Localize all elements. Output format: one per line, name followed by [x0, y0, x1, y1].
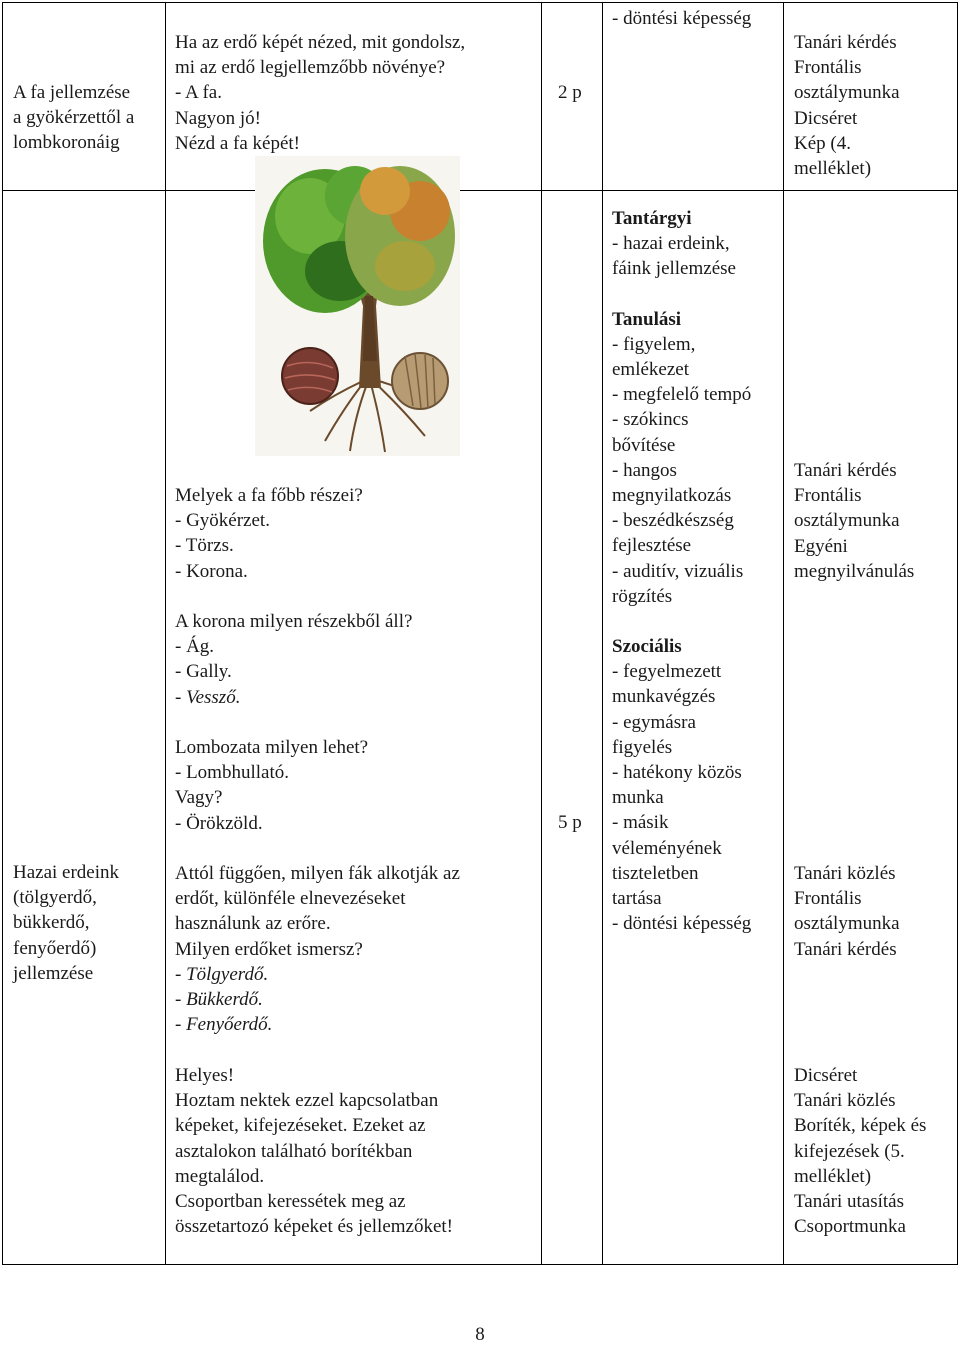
col-border-0 [2, 2, 3, 1265]
text-line: Tanári közlés [794, 863, 896, 884]
text-line: Hoztam nektek ezzel kapcsolatban [175, 1090, 439, 1112]
text-line: - Törzs. [175, 535, 234, 557]
col-border-3 [602, 2, 603, 1265]
text-line: lombkoronáig [13, 132, 120, 154]
text-line: véleményének [612, 837, 722, 859]
text-line: Nézd a fa képét! [175, 132, 301, 154]
row2-topic [13, 860, 119, 986]
text-line: a gyökérzettől a [13, 107, 135, 129]
text-line: - hatékony közös [612, 762, 742, 784]
text-line: - Vessző. [175, 686, 241, 708]
text-line: Ha az erdő képét nézed, mit gondolsz, [175, 32, 466, 53]
text-line: - Gyökérzet. [175, 510, 270, 532]
text-line: Frontális [794, 57, 862, 79]
page-number: 8 [475, 1324, 485, 1345]
text-line: Melyek a fa főbb részei? [175, 485, 363, 506]
text-line: tartása [612, 888, 662, 910]
text-line: Kép (4. [794, 132, 851, 154]
text-line: Helyes! [175, 1065, 235, 1086]
row1-competencies [612, 6, 751, 31]
text-line: figyelés [612, 736, 673, 758]
text-line: - Bükkerdő. [175, 989, 263, 1011]
row2-competencies [612, 206, 751, 936]
table-border-top [2, 2, 958, 3]
text-line: fáink jellemzése [612, 258, 736, 280]
text-line: osztálymunka [794, 913, 900, 935]
row1-dialogue [175, 30, 465, 156]
text-line: osztálymunka [794, 510, 900, 532]
text-line: erdőt, különféle elnevezéseket [175, 888, 406, 910]
text-line: Boríték, képek és [794, 1115, 927, 1137]
text-line: mi az erdő legjellemzőbb növénye? [175, 57, 446, 79]
row2-dialogue-crown [175, 609, 412, 710]
col-border-4 [783, 2, 784, 1265]
text-line: fenyőerdő) [13, 937, 97, 959]
row2-methods-b [794, 861, 900, 962]
text-line: - döntési képesség [612, 8, 752, 29]
col-border-5 [957, 2, 958, 1265]
row1-topic [13, 80, 134, 156]
text-line: munka [612, 787, 664, 809]
row1-methods [794, 30, 900, 181]
text-line: Frontális [794, 888, 862, 910]
text-line: rögzítés [612, 585, 673, 607]
text-line: - Gally. [175, 661, 232, 683]
row3-dialogue [175, 1063, 453, 1239]
text-line: képeket, kifejezéseket. Ezeket az [175, 1115, 426, 1137]
text-line: - auditív, vizuális [612, 560, 744, 582]
text-line: Attól függően, milyen fák alkotják az [175, 863, 460, 884]
text-line: A fa jellemzése [13, 82, 131, 103]
row2-dialogue-forests [175, 861, 460, 1037]
text-line: - megfelelő tempó [612, 384, 752, 406]
text-line: - figyelem, [612, 333, 696, 355]
text-line: - másik [612, 812, 669, 834]
text-line: - Korona. [175, 560, 248, 582]
text-line: bővítése [612, 434, 676, 456]
text-line: jellemzése [13, 962, 94, 984]
row2-time: 5 p [558, 812, 582, 833]
text-line: Dicséret [794, 107, 858, 129]
text-line: Tanári kérdés [794, 938, 897, 960]
text-line: melléklet) [794, 1165, 872, 1187]
text-line: megtalálod. [175, 1165, 265, 1187]
text-line: összetartozó képeket és jellemzőket! [175, 1216, 454, 1238]
competency-heading: Tanulási [612, 308, 682, 330]
row3-methods [794, 1063, 926, 1239]
text-line: - Fenyőerdő. [175, 1014, 273, 1036]
text-line: - hazai erdeink, [612, 233, 730, 255]
row2-dialogue-foliage [175, 735, 368, 836]
text-line: - döntési képesség [612, 913, 752, 935]
text-line: Tanári kérdés [794, 460, 897, 481]
text-line: - beszédkészség [612, 510, 734, 532]
text-line: Lombozata milyen lehet? [175, 737, 369, 758]
text-line: (tölgyerdő, [13, 887, 97, 909]
competency-heading: Szociális [612, 636, 682, 658]
text-line: Nagyon jó! [175, 107, 262, 129]
text-line: Dicséret [794, 1065, 858, 1086]
text-line: - Örökzöld. [175, 812, 263, 834]
text-line: - szókincs [612, 409, 689, 431]
competency-heading: Tantárgyi [612, 208, 692, 229]
text-line: megnyilvánulás [794, 560, 915, 582]
text-line: munkavégzés [612, 686, 716, 708]
text-line: Egyéni [794, 535, 848, 557]
text-line: használunk az erőre. [175, 913, 331, 935]
text-line: Tanári kérdés [794, 32, 897, 53]
text-line: emlékezet [612, 359, 690, 381]
text-line: - A fa. [175, 82, 222, 104]
text-line: Hazai erdeink [13, 862, 120, 883]
text-line: osztálymunka [794, 82, 900, 104]
table-border-bottom [2, 1264, 958, 1265]
text-line: tiszteletben [612, 862, 699, 884]
tree-illustration [255, 156, 460, 456]
text-line: melléklet) [794, 158, 872, 180]
text-line: asztalokon található borítékban [175, 1140, 413, 1162]
row1-time: 2 p [558, 82, 582, 103]
text-line: fejlesztése [612, 535, 692, 557]
text-line: megnyilatkozás [612, 485, 732, 507]
row-divider-1 [2, 190, 958, 191]
text-line: - Lombhullató. [175, 762, 289, 784]
col-border-1 [165, 2, 166, 1265]
row2-methods-a [794, 458, 914, 584]
text-line: Vagy? [175, 787, 223, 809]
text-line: Tanári utasítás [794, 1191, 904, 1213]
text-line: A korona milyen részekből áll? [175, 611, 413, 632]
text-line: - hangos [612, 459, 677, 481]
col-border-2 [541, 2, 542, 1265]
text-line: Milyen erdőket ismersz? [175, 938, 363, 960]
text-line: Tanári közlés [794, 1090, 896, 1112]
row2-dialogue-parts [175, 483, 363, 584]
text-line: - egymásra [612, 711, 696, 733]
text-line: Csoportban keressétek meg az [175, 1191, 406, 1213]
text-line: - fegyelmezett [612, 661, 722, 683]
text-line: Csoportmunka [794, 1216, 906, 1238]
text-line: kifejezések (5. [794, 1140, 905, 1162]
text-line: - Ág. [175, 636, 215, 658]
text-line: Frontális [794, 485, 862, 507]
text-line: bükkerdő, [13, 912, 90, 934]
text-line: - Tölgyerdő. [175, 963, 269, 985]
